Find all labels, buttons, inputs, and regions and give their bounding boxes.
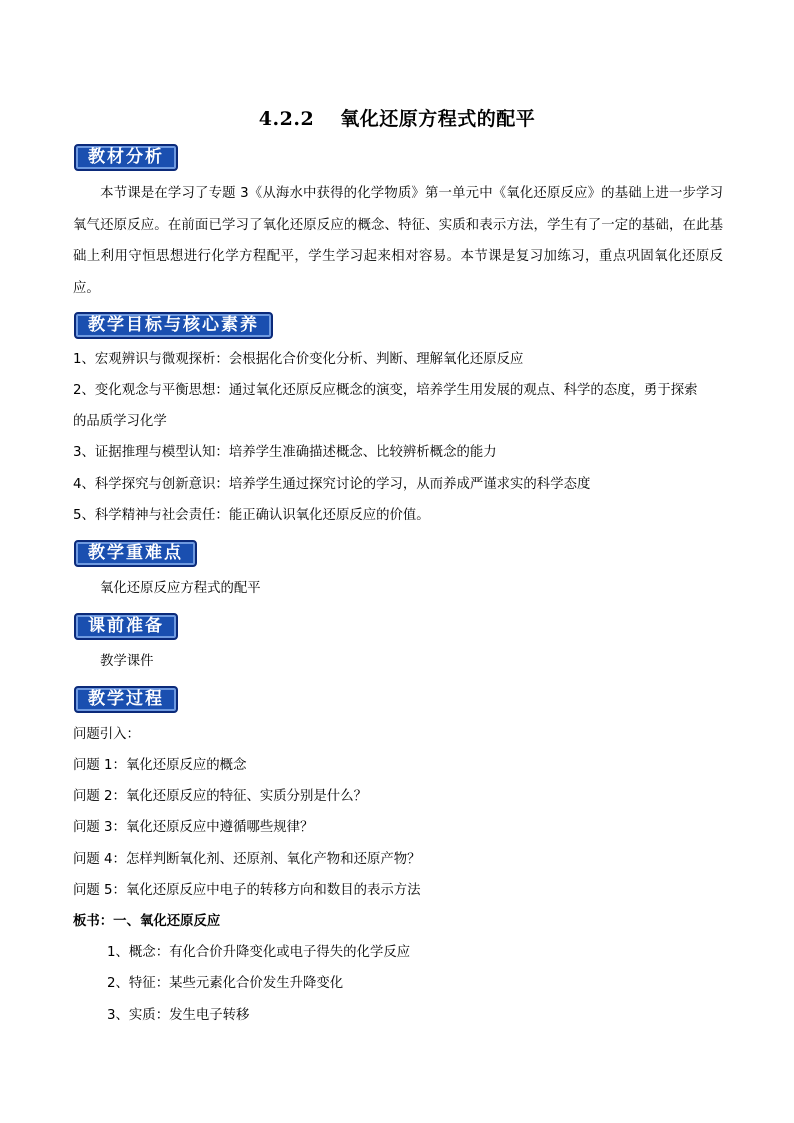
board-title: 板书：一、氧化还原反应 [73, 914, 221, 929]
section-badge-preparation: 课前准备 [74, 613, 178, 640]
goal-item: 3、证据推理与模型认知：培养学生准确描述概念、比较辨析概念的能力 [73, 445, 497, 460]
question-item: 问题 3：氧化还原反应中遵循哪些规律？ [73, 820, 314, 835]
question-item: 问题 4：怎样判断氧化剂、还原剂、氧化产物和还原产物？ [73, 852, 421, 867]
question-item: 问题 5：氧化还原反应中电子的转移方向和数目的表示方法 [73, 883, 421, 898]
document-title [0, 104, 794, 131]
question-item: 问题 1：氧化还原反应的概念 [73, 758, 247, 773]
section-badge-goals: 教学目标与核心素养 [74, 312, 273, 339]
section-badge-process: 教学过程 [74, 686, 178, 713]
section-badge-key-points: 教学重难点 [74, 540, 197, 567]
analysis-paragraph-text: 本节课是在学习了专题 3《从海水中获得的化学物质》第一单元中《氧化还原反应》的基础上进一步学习氧气还原反应。在前面已学习了氧化还原反应的概念、特征、实质和表示方法，学生有了一定的基础，在此基础上利用守恒思想进行化学方程配平，学生学习起来相对容易。本节课是复习加练习，重点巩固氧化还原反应。 [73, 186, 723, 296]
goal-item: 5、科学精神与社会责任：能正确认识氧化还原反应的价值。 [73, 508, 430, 523]
preparation-text: 教学课件 [100, 654, 154, 669]
analysis-paragraph [73, 178, 723, 304]
title-text: 氧化还原方程式的配平 [340, 108, 536, 130]
key-points-text: 氧化还原反应方程式的配平 [100, 581, 261, 596]
title-number: 4.2.2 [258, 108, 315, 130]
board-item: 1、概念：有化合价升降变化或电子得失的化学反应 [107, 945, 411, 960]
goal-item: 4、科学探究与创新意识：培养学生通过探究讨论的学习，从而养成严谨求实的科学态度 [73, 477, 591, 492]
question-item: 问题 2：氧化还原反应的特征、实质分别是什么？ [73, 789, 367, 804]
board-item: 2、特征：某些元素化合价发生升降变化 [107, 976, 344, 991]
board-item: 3、实质：发生电子转移 [107, 1008, 250, 1023]
process-intro: 问题引入： [73, 727, 140, 742]
goal-item-continued: 的品质学习化学 [73, 414, 167, 429]
goal-item: 2、变化观念与平衡思想：通过氧化还原反应概念的演变，培养学生用发展的观点、科学的态度，勇于探索 [73, 383, 698, 398]
goal-item: 1、宏观辨识与微观探析：会根据化合价变化分析、判断、理解氧化还原反应 [73, 352, 524, 367]
section-badge-analysis: 教材分析 [74, 144, 178, 171]
